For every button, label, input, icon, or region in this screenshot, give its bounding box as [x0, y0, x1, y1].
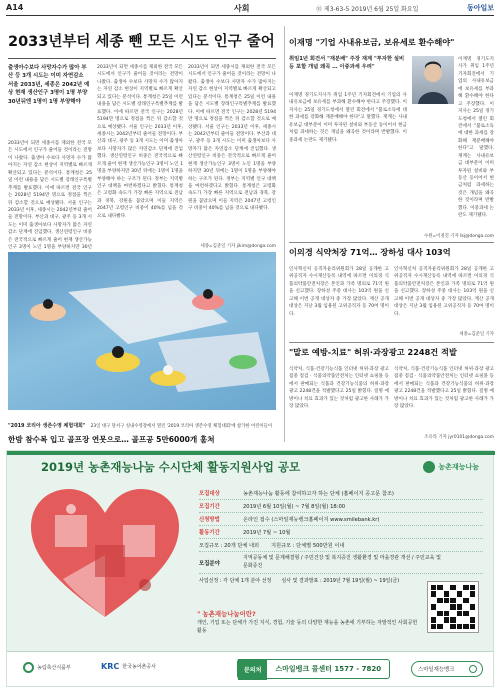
person-photo-icon [412, 56, 454, 104]
sub3-body-col1: 식약처, 식품·건강기능식품 인터넷 허위·과장 광고 집중 점검 · 식품의약품안전처는 인터넷 쇼핑몰 등에서 판매되는 식품과 건강기능식품의 허위·과장 광고 2248건을 적발했다고 25일 밝혔다. 질병 예방이나 치료 효과가 있는 것처럼 광고한 사례가 가장 많았다. [289, 367, 389, 410]
interview-body-side: 이재명 경기도지사가 취임 1주년 기자회견에서 기업의 사내유보금에 보유세를 부과해 환수해야 한다고 주장했다. 이 지사는 25일 경기도청에서 열린 회견에서 "불로소득에 대한 과세를 강화해 재분배해야 한다"고 말했다. 재계는 사내유보금 대부분이 이미 투자된 설비와 부동산 등이어서 현금처럼 과세하는 것은 개념을 왜곡한 것이라며 반발했다. 이중과세 논란도 제기됐다. [458, 57, 494, 219]
column-divider [284, 26, 285, 442]
photo-caption [8, 412, 276, 434]
contact-box: 문의처 스마일뱅크 콜센터 1577 - 7820 [237, 659, 390, 679]
main-body-col2: 2033년이 되면 세종시를 제외한 전국 모든 시도에서 인구가 줄어들 것이라는 전망이 나왔다. 출생아 수보다 사망자 수가 많아지는 자연 감소 현상이 지역별로 빠르게 확산되고 있다는 분석이다. 통계청은 25일 이런 내용을 담은 시도별 장래인구특별추계를 발표했다. 이에 따르면 전국 인구는 2028년 5194만 명으로 정점을 찍은 뒤 감소할 것으로 예상됐다. 서울 인구는 2033년 이후, 세종시는 2042년부터 줄어들 전망이다. 부산과 대구, 광주 등 3개 시도는 이미 출생아보다 사망자가 많은 자연감소 단계에 진입했다. 생산연령인구 비중은 전국적으로 빠르게 줄어 현재 생산가능인구 3명이 노인 1명을 부양하지만 30년 뒤에는 1명이 1명을 부양해야 하는 구조가 된다. 정부는 지역별 인구 대책을 마련하겠다고 밝혔다. 통계청은 고령화 속도가 가장 빠른 지역으로 전남과 경북, 강원을 꼽았으며 이들 지역은 2047년 고령인구 비중이 40%를 넘을 것으로 내다봤다. [97, 65, 183, 219]
photo-caption-title: "2019 코리아 생존수영 체험대회" [8, 423, 86, 429]
interview-body: 이재명 경기도지사가 취임 1주년 기자회견에서 기업의 사내유보금에 보유세를 부과해 환수해야 한다고 주장했다. 이 지사는 25일 경기도청에서 열린 회견에서 "불로소득에 대한 과세를 강화해 재분배해야 한다"고 말했다. 재계는 사내유보금 대부분이 이미 투자된 설비와 부동산 등이어서 현금처럼 과세하는 것은 개념을 왜곡한 것이라며 반발했다. 이중과세 논란도 제기됐다. [289, 93, 407, 143]
search-icon[interactable] [469, 665, 477, 673]
sub3-body-col2: 식약처, 식품·건강기능식품 인터넷 허위·과장 광고 집중 점검 · 식품의약품안전처는 인터넷 쇼핑몰 등에서 판매되는 식품과 건강기능식품의 허위·과장 광고 2248건을 적발했다고 25일 밝혔다. 질병 예방이나 치료 효과가 있는 것처럼 광고한 사례가 가장 많았다. [394, 367, 494, 410]
main-headline: 2033년부터 세종 뺀 모든 시도 인구 줄어 [8, 34, 275, 50]
section-title: 사회 [234, 4, 250, 13]
sub2-body-col1: 인사혁신처 공직자윤리위원회가 28일 공개한 고위공직자 수시재산등록 내역에 따르면 이의경 식품의약품안전처장은 본인과 가족 명의로 71억 원을 신고했다. 장하성 주중 대사는 103억 원을 신고해 이번 공개 대상자 중 가장 많았다. 재산 공개 대상은 지난 3월 임용된 고위공직자 등 70여 명이다. [289, 267, 389, 317]
main-subhead: 출생아수보다 사망자수가 많아 부산 등 3개 시도는 이미 자연감소 서울 2033년, 세종은 2042년 예상 현재 생산인구 3명이 1명 부양 30년뒤엔 1명이 1명 부양해야 [8, 65, 90, 105]
interview-subhead: 취임1년 회견서 "재분배" 주장 재계 "투자한 설비 등 포함 개념 왜곡 … 이중과세 우려" [289, 56, 405, 70]
main-byline: 세종=김준일 기자 jikim@donga.com [200, 244, 276, 249]
page-number: A14 [6, 3, 24, 12]
sub2-byline: 세종=김준일 기자 [459, 332, 494, 337]
search-field[interactable]: 스마일재능뱅크 [411, 661, 483, 677]
ad-row: 모집대상 농촌재능나눔 활동에 참여하고자 하는 단체 (홈페이지 공고문 참조) [199, 487, 483, 500]
interview-headline: 이재명 "기업 사내유보금, 보유세로 환수해야" [289, 37, 455, 47]
sub1-headline: 한밤 참수복 입고 골프장 연못으로… 골프공 5만6000개 훔쳐 [8, 435, 215, 444]
ad-footer [7, 651, 493, 686]
ad-question-box: " 농촌재능나눔이란? 개인, 기업 또는 단체가 가진 지식, 경험, 기술 등의 다양한 재능을 농촌에 기부하는 자발적인 사회공헌활동 [197, 610, 418, 634]
headline-rule [8, 58, 276, 59]
main-subhead-box [8, 64, 90, 148]
main-body-col1: 2033년이 되면 세종시를 제외한 전국 모든 시도에서 인구가 줄어들 것이라는 전망이 나왔다. 출생아 수보다 사망자 수가 많아지는 자연 감소 현상이 지역별로 빠르게 확산되고 있다는 분석이다. 통계청은 25일 이런 내용을 담은 시도별 장래인구특별추계를 발표했다. 이에 따르면 전국 인구는 2028년 5194만 명으로 정점을 찍은 뒤 감소할 것으로 예상됐다. 서울 인구는 2033년 이후, 세종시는 2042년부터 줄어들 전망이다. 부산과 대구, 광주 등 3개 시도는 이미 출생아보다 사망자가 많은 자연감소 단계에 진입했다. 생산연령인구 비중은 전국적으로 빠르게 줄어 현재 생산가능인구 3명이 노인 1명을 부양하지만 30년 [8, 141, 92, 251]
qr-code[interactable] [427, 581, 479, 633]
advertisement [6, 450, 494, 687]
ad-info-table [199, 487, 483, 587]
ad-row: 모집기간 2019년 6월 10일(월) ~ 7월 8일(월) 18:00 [199, 500, 483, 513]
main-article [8, 34, 278, 51]
swimming-children-illustration [8, 252, 276, 410]
krc-logo-icon: KRC [101, 662, 120, 671]
ad-row: 신청방법 온라인 접수 (스마일재능뱅크홈페이지 www.smilebank.kr) [199, 513, 483, 526]
ministry-emblem-icon [23, 662, 34, 673]
sub2-body-col2: 인사혁신처 공직자윤리위원회가 28일 공개한 고위공직자 수시재산등록 내역에 따르면 이의경 식품의약품안전처장은 본인과 가족 명의로 71억 원을 신고했다. 장하성 주중 대사는 103억 원을 신고해 이번 공개 대상자 중 가장 많았다. 재산 공개 대상은 지난 3월 임용된 고위공직자 등 70여 명이다. [394, 267, 494, 317]
interview-byline: 수원=이경진 기자 lkj@donga.com [423, 234, 494, 239]
org-logo-1: 농림축산식품부 [23, 662, 71, 673]
newspaper-brand: 동아일보 [466, 4, 494, 12]
ad-row-notice: 사업선정 : 각 단체 1개 분야 선정 심사 및 결과발표 : 2019년 7월 19일(월) ~ 19일(금) [199, 578, 400, 584]
leaf-icon [423, 461, 435, 473]
ad-top-bar [7, 451, 495, 455]
sub3-headline: "말로 예방-치료" 허위·과장광고 2248건 적발 [289, 347, 457, 357]
ad-title: 2019년 농촌재능나눔 수시단체 활동지원사업 공모 [41, 460, 301, 474]
date-line: ㉛ 제3-63-5 2019년 6월 25일 화요일 [316, 6, 419, 13]
org-logo-2: KRC 한국농어촌공사 [101, 662, 157, 671]
main-body-col3: 2033년이 되면 세종시를 제외한 전국 모든 시도에서 인구가 줄어들 것이라는 전망이 나왔다. 출생아 수보다 사망자 수가 많아지는 자연 감소 현상이 지역별로 빠르게 확산되고 있다는 분석이다. 통계청은 25일 이런 내용을 담은 시도별 장래인구특별추계를 발표했다. 이에 따르면 전국 인구는 2028년 5194만 명으로 정점을 찍은 뒤 감소할 것으로 예상됐다. 서울 인구는 2033년 이후, 세종시는 2042년부터 줄어들 전망이다. 부산과 대구, 광주 등 3개 시도는 이미 출생아보다 사망자가 많은 자연감소 단계에 진입했다. 생산연령인구 비중은 전국적으로 빠르게 줄어 현재 생산가능인구 3명이 노인 1명을 부양하지만 30년 뒤에는 1명이 1명을 부양해야 하는 구조가 된다. 정부는 지역별 인구 대책을 마련하겠다고 밝혔다. 통계청은 고령화 속도가 가장 빠른 지역으로 전남과 경북, 강원을 꼽았으며 이들 지역은 2047년 고령인구 비중이 40%를 넘을 것으로 내다봤다. [188, 65, 276, 212]
sub3-byline: 조유라 기자 jyr0101@donga.com [424, 435, 494, 440]
ad-row-fields: 모집분야 지역공동체 및 문제해결형 / 주민건강 및 복지증진 생활환경 및 마을경관 개선 / 주민교육 및 문화증진 [199, 552, 483, 574]
sub1-headline-strip [8, 436, 276, 448]
sub2-headline: 이의경 식약처장 71억… 장하성 대사 103억 [289, 247, 451, 257]
ad-row: 활동기간 2019년 7월 ~ 10월 [199, 526, 483, 539]
ad-logo: 농촌재능나눔 [423, 461, 479, 473]
news-photo [8, 252, 276, 410]
interview-portrait [412, 56, 454, 104]
divider [289, 242, 494, 243]
photo-caption-text: 23일 대구 달서구 실내수영장에서 열린 '2019 코리아 생존수영 체험대회'에 참가한 어린이들이 [90, 424, 273, 429]
divider [289, 342, 494, 343]
interview-subhead-box [289, 56, 407, 90]
page-header [6, 0, 494, 16]
ad-row-scale: 모집규모 : 20개 단체 내외 지원규모 : 단체별 500만원 이내 [199, 539, 483, 552]
puzzle-heart-illustration [25, 485, 185, 625]
